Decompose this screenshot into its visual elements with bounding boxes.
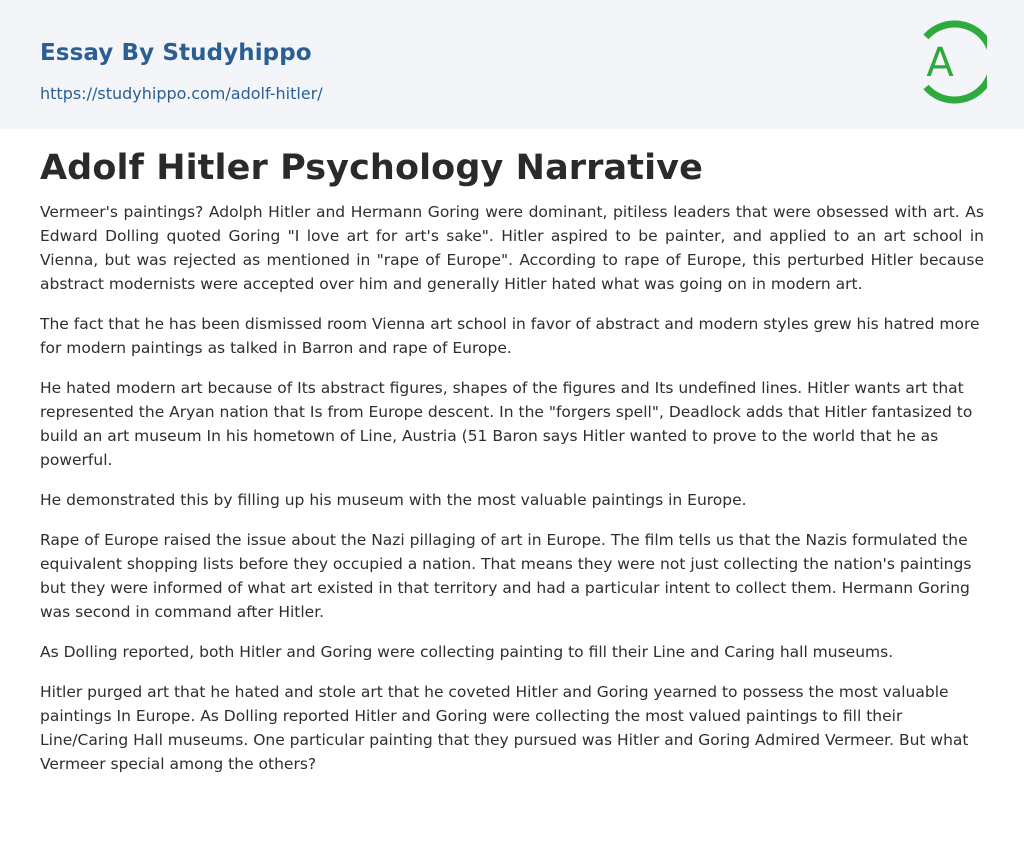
article-paragraph: Vermeer's paintings? Adolph Hitler and Hermann Goring were dominant, pitiless leaders that were obsessed with art. As Edward Dolling quoted Goring "I love art for art's sake". Hitler aspired to be painter, and applied to an art school in Vienna, but was rejected as mentioned in "rape of Europe". According to rape of Europe, this perturbed Hitler because abstract modernists were accepted over him and generally Hitler hated what was going on in modern art.	[40, 203, 984, 293]
article-title: Adolf Hitler Psychology Narrative	[40, 148, 703, 188]
article	[0, 146, 1024, 776]
logo-letter: A	[926, 40, 954, 86]
article-paragraph: The fact that he has been dismissed room Vienna art school in favor of abstract and modern styles grew his hatred more for modern paintings as talked in Barron and rape of Europe.	[40, 315, 980, 357]
article-paragraph: Hitler purged art that he hated and stole art that he coveted Hitler and Goring yearned to possess the most valuable paintings In Europe. As Dolling reported Hitler and Goring were collecting the most valued paintings to fill their Line/Caring Hall museums. One particular painting that they pursued was Hitler and Goring Admired Vermeer. But what Vermeer special among the others?	[40, 683, 969, 773]
article-paragraph: As Dolling reported, both Hitler and Goring were collecting painting to fill their Line and Caring hall museums.	[40, 643, 894, 661]
article-paragraph: He demonstrated this by filling up his museum with the most valuable paintings in Europe.	[40, 491, 747, 509]
page-header	[0, 0, 1024, 129]
essay-url-link[interactable]: https://studyhippo.com/adolf-hitler/	[40, 84, 323, 103]
site-brand[interactable]: Essay By Studyhippo	[40, 40, 312, 66]
article-paragraph: Rape of Europe raised the issue about the Nazi pillaging of art in Europe. The film tells us that the Nazis formulated the equivalent shopping lists before they occupied a nation. That means they were not just collecting the nation's paintings but they were informed of what art existed in that territory and had a particular intent to collect them. Hermann Goring was second in command after Hitler.	[40, 531, 972, 621]
studyhippo-logo-icon[interactable]	[911, 19, 987, 105]
article-paragraph: He hated modern art because of Its abstract figures, shapes of the figures and Its undefined lines. Hitler wants art that represented the Aryan nation that Is from Europe descent. In the "forgers spell", Deadlock adds that Hitler fantasized to build an art museum In his hometown of Line, Austria (51 Baron says Hitler wanted to prove to the world that he as powerful.	[40, 379, 973, 469]
